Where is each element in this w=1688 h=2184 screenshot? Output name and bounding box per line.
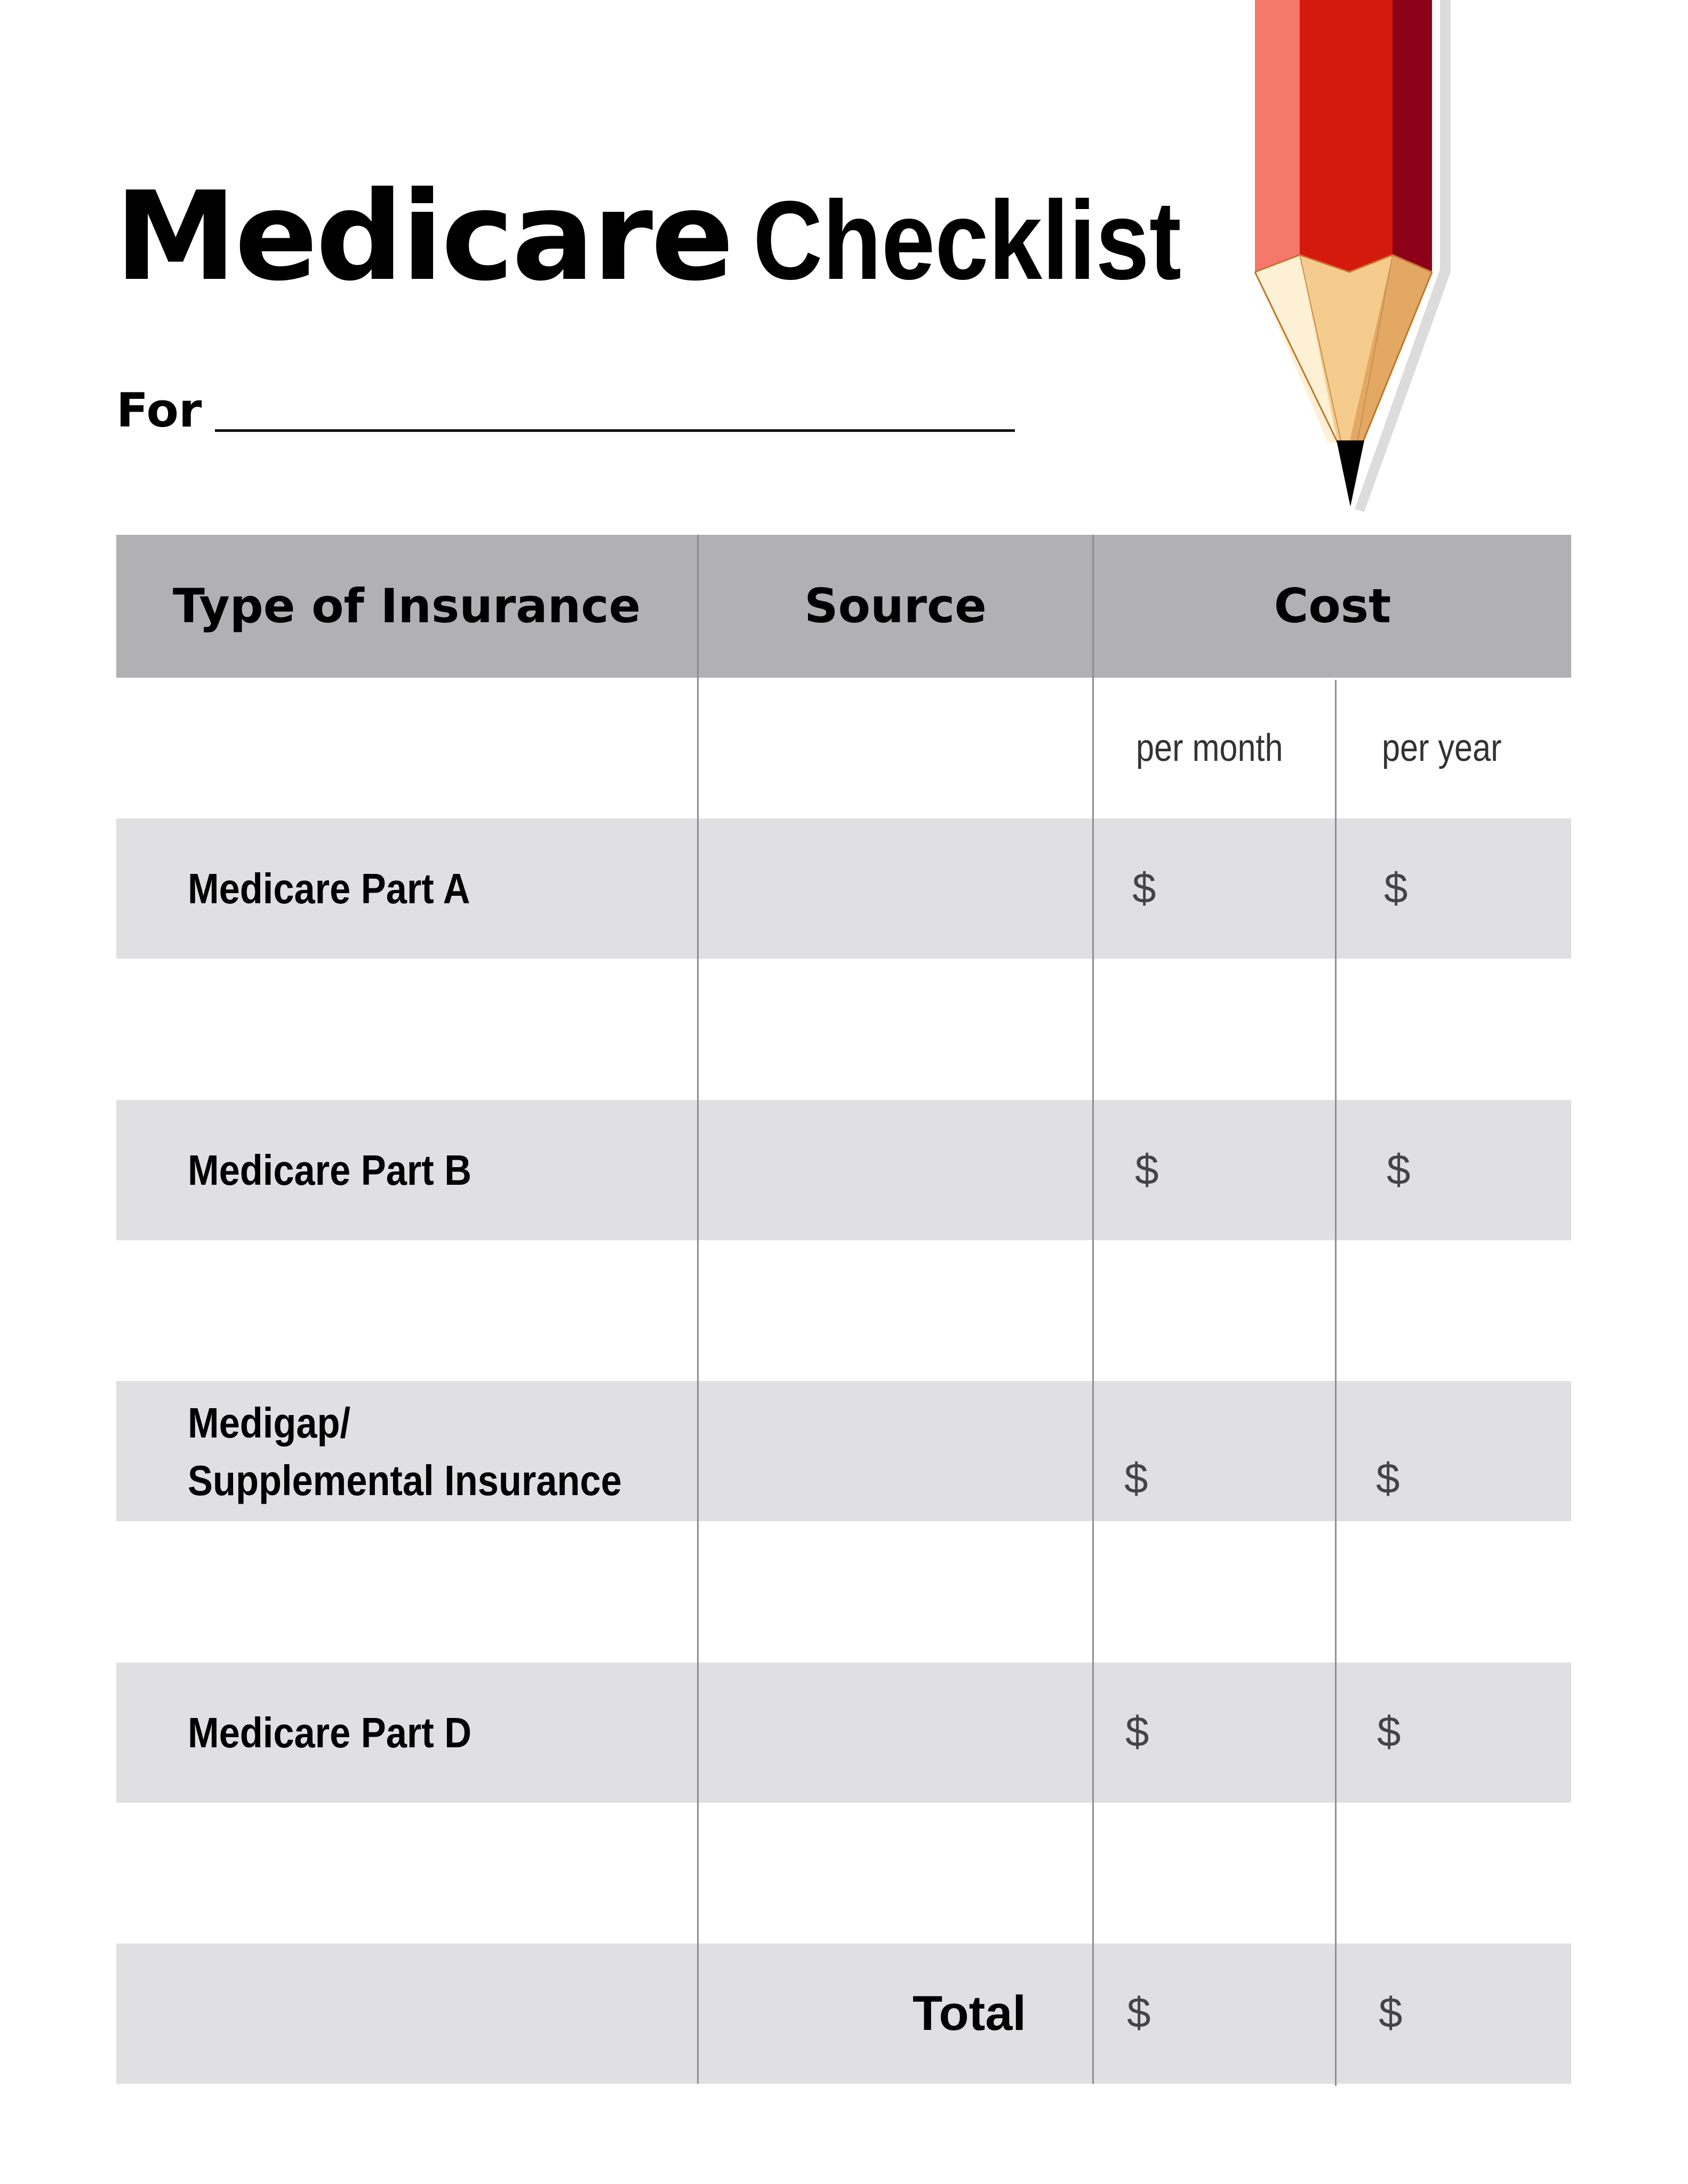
for-field [116, 381, 1023, 440]
for-name-line[interactable] [215, 429, 1015, 432]
header-type-of-insurance: Type of Insurance [172, 579, 641, 633]
cost-per-month-part-b[interactable]: $ [1135, 1146, 1159, 1193]
total-label: Total [913, 1986, 1026, 2041]
cost-per-month-part-d[interactable]: $ [1125, 1708, 1149, 1755]
column-divider [697, 535, 699, 2084]
table-row-total [116, 1944, 1571, 2084]
header-cost: Cost [1274, 579, 1391, 633]
title-sub: Checklist [753, 178, 1182, 303]
cost-per-month-medigap[interactable]: $ [1124, 1455, 1148, 1502]
cost-per-year-part-d[interactable]: $ [1377, 1708, 1401, 1755]
row-label-supplemental-insurance: Supplemental Insurance [188, 1457, 622, 1504]
cost-per-year-part-a[interactable]: $ [1384, 864, 1408, 912]
pencil-icon [1248, 0, 1461, 523]
total-per-month[interactable]: $ [1127, 1989, 1151, 2036]
row-label-medicare-part-b: Medicare Part B [188, 1146, 472, 1194]
insurance-table [116, 535, 1571, 2081]
header-source: Source [804, 579, 987, 633]
row-label-medicare-part-d: Medicare Part D [188, 1709, 472, 1756]
row-label-medicare-part-a: Medicare Part A [188, 865, 470, 912]
for-label: For [116, 383, 202, 438]
row-label-medigap: Medigap/ [188, 1399, 351, 1447]
cost-per-year-medigap[interactable]: $ [1376, 1455, 1400, 1502]
cost-per-year-part-b[interactable]: $ [1387, 1146, 1411, 1193]
cost-per-month-part-a[interactable]: $ [1132, 864, 1156, 912]
subheader-per-month: per month [1136, 727, 1283, 769]
page-title [115, 166, 1251, 308]
column-divider [1335, 680, 1337, 2086]
subheader-per-year: per year [1382, 727, 1502, 769]
title-main: Medicare [115, 166, 732, 308]
column-divider [1092, 535, 1094, 2084]
total-per-year[interactable]: $ [1379, 1989, 1403, 2036]
